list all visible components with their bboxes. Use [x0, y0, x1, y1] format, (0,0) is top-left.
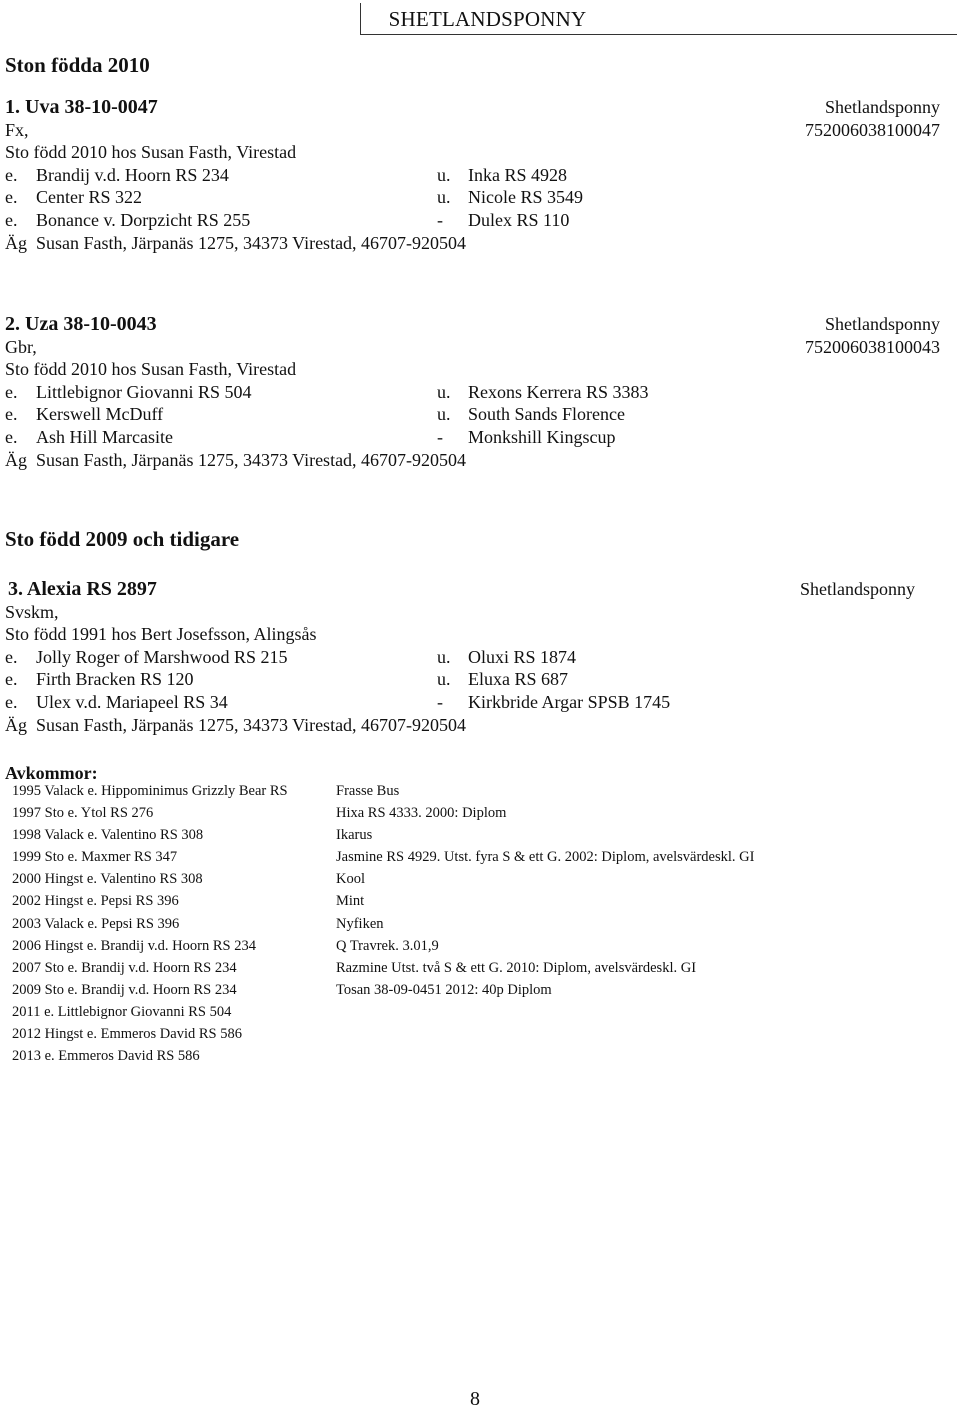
owner-prefix: Äg: [5, 232, 27, 253]
offspring-name: Razmine Utst. två S & ett G. 2010: Diplom, avelsvärdeskl. GI: [336, 959, 697, 976]
horse-name: 3. Alexia RS 2897: [8, 578, 157, 600]
section-title-2010: Ston födda 2010: [5, 53, 150, 77]
offspring-parentage: 2000 Hingst e. Valentino RS 308: [12, 871, 203, 888]
horse-name: 2. Uza 38-10-0043: [5, 313, 157, 335]
pedigree-prefix: u.: [437, 187, 451, 208]
offspring-parentage: 2013 e. Emmeros David RS 586: [12, 1048, 200, 1065]
offspring-parentage: 2006 Hingst e. Brandij v.d. Hoorn RS 234: [12, 937, 256, 954]
pedigree-prefix: u.: [437, 164, 451, 185]
horse-entry-alexia: [5, 578, 915, 736]
pedigree-prefix: e.: [5, 669, 18, 690]
owner-prefix: Äg: [5, 449, 27, 470]
pedigree-prefix: e.: [5, 646, 18, 667]
horse-entry-uva: [5, 96, 940, 254]
offspring-parentage: 2012 Hingst e. Emmeros David RS 586: [12, 1026, 242, 1043]
owner-prefix: Äg: [5, 714, 27, 735]
page-header-title: SHETLANDSPONNY: [388, 7, 587, 31]
offspring-name: Nyfiken: [336, 915, 384, 932]
offspring-parentage: 2003 Valack e. Pepsi RS 396: [12, 915, 180, 932]
offspring-parentage: 1997 Sto e. Ytol RS 276: [12, 805, 154, 822]
offspring-name: Frasse Bus: [336, 783, 400, 799]
offspring-row: [12, 780, 912, 802]
offspring-row: [12, 913, 912, 935]
pedigree-prefix: e.: [5, 164, 18, 185]
pedigree-prefix: u.: [437, 404, 451, 425]
offspring-row: [12, 846, 912, 868]
pedigree-prefix: e.: [5, 187, 18, 208]
pedigree-dam: Inka RS 4928: [468, 164, 567, 185]
pedigree-prefix: e.: [5, 691, 18, 712]
pedigree-prefix: e.: [5, 426, 18, 447]
pedigree-dam: Kirkbride Argar SPSB 1745: [468, 691, 671, 712]
pedigree-prefix: -: [437, 209, 443, 230]
pedigree-prefix: e.: [5, 209, 18, 230]
offspring-parentage: 1998 Valack e. Valentino RS 308: [12, 827, 204, 844]
offspring-row: [12, 935, 912, 957]
offspring-parentage: 2009 Sto e. Brandij v.d. Hoorn RS 234: [12, 981, 237, 998]
offspring-title: Avkommor:: [5, 763, 98, 783]
offspring-row: [12, 802, 912, 824]
offspring-parentage: 1995 Valack e. Hippominimus Grizzly Bear RS: [12, 783, 288, 799]
offspring-name: Kool: [336, 871, 365, 888]
section-title-2009: Sto född 2009 och tidigare: [5, 527, 240, 551]
offspring-list: [12, 780, 912, 1067]
pedigree-prefix: e.: [5, 404, 18, 425]
offspring-parentage: 2011 e. Littlebignor Giovanni RS 504: [12, 1003, 232, 1020]
horse-name: 1. Uva 38-10-0047: [5, 96, 158, 118]
horse-color: Svskm,: [5, 601, 59, 622]
pedigree-prefix: u.: [437, 669, 451, 690]
offspring-row: [12, 890, 912, 912]
offspring-name: Q Travrek. 3.01,9: [336, 937, 439, 954]
pedigree-dam: Eluxa RS 687: [468, 669, 569, 690]
offspring-row: [12, 1001, 912, 1023]
pedigree-sire: Jolly Roger of Marshwood RS 215: [36, 646, 288, 667]
offspring-row: [12, 868, 912, 890]
pedigree-dam: South Sands Florence: [468, 404, 625, 425]
horse-id-number: 752006038100043: [805, 336, 940, 357]
pedigree-dam: Nicole RS 3549: [468, 187, 583, 208]
pedigree-dam: Dulex RS 110: [468, 209, 570, 230]
pedigree-dam: Rexons Kerrera RS 3383: [468, 381, 649, 402]
pedigree-sire: Kerswell McDuff: [36, 404, 164, 425]
pedigree-sire: Ulex v.d. Mariapeel RS 34: [36, 691, 228, 712]
horse-born: Sto född 1991 hos Bert Josefsson, Alingsås: [5, 624, 317, 645]
horse-id-number: 752006038100047: [805, 119, 940, 140]
horse-breed: Shetlandsponny: [825, 314, 940, 334]
horse-color: Gbr,: [5, 336, 37, 357]
pedigree-row: [5, 381, 940, 404]
offspring-parentage: 1999 Sto e. Maxmer RS 347: [12, 849, 178, 866]
offspring-name: Jasmine RS 4929. Utst. fyra S & ett G. 2002: Diplom, avelsvärdeskl. GI: [336, 849, 755, 866]
offspring-parentage: 2007 Sto e. Brandij v.d. Hoorn RS 234: [12, 959, 237, 976]
header-rule: [360, 34, 957, 35]
horse-breed: Shetlandsponny: [825, 97, 940, 117]
offspring-row: [12, 824, 912, 846]
pedigree-row: [5, 646, 915, 669]
offspring-name: Mint: [336, 893, 365, 910]
owner-info: Susan Fasth, Järpanäs 1275, 34373 Virestad, 46707-920504: [36, 232, 467, 253]
offspring-parentage: 2002 Hingst e. Pepsi RS 396: [12, 893, 179, 910]
pedigree-row: [5, 209, 940, 232]
pedigree-row: [5, 668, 915, 691]
pedigree-sire: Bonance v. Dorpzicht RS 255: [36, 209, 251, 230]
horse-entry-uza: [5, 313, 940, 471]
pedigree-row: [5, 403, 940, 426]
pedigree-prefix: -: [437, 426, 443, 447]
horse-breed: Shetlandsponny: [800, 579, 915, 599]
pedigree-dam: Monkshill Kingscup: [468, 426, 616, 447]
pedigree-row: [5, 164, 940, 187]
pedigree-row: [5, 186, 940, 209]
pedigree-dam: Oluxi RS 1874: [468, 646, 577, 667]
offspring-row: [12, 979, 912, 1001]
horse-color: Fx,: [5, 119, 29, 140]
pedigree-prefix: e.: [5, 381, 18, 402]
offspring-row: [12, 1023, 912, 1045]
horse-born: Sto född 2010 hos Susan Fasth, Virestad: [5, 359, 297, 380]
pedigree-prefix: u.: [437, 646, 451, 667]
offspring-name: Hixa RS 4333. 2000: Diplom: [336, 805, 507, 822]
pedigree-row: [5, 426, 940, 449]
owner-info: Susan Fasth, Järpanäs 1275, 34373 Virestad, 46707-920504: [36, 449, 467, 470]
pedigree-sire: Ash Hill Marcasite: [36, 426, 173, 447]
pedigree-sire: Littlebignor Giovanni RS 504: [36, 381, 252, 402]
offspring-row: [12, 1045, 912, 1067]
owner-info: Susan Fasth, Järpanäs 1275, 34373 Virestad, 46707-920504: [36, 714, 467, 735]
offspring-name: Ikarus: [336, 827, 373, 844]
offspring-row: [12, 957, 912, 979]
page-number: 8: [470, 1388, 480, 1410]
pedigree-sire: Center RS 322: [36, 187, 142, 208]
pedigree-sire: Firth Bracken RS 120: [36, 669, 194, 690]
pedigree-sire: Brandij v.d. Hoorn RS 234: [36, 164, 229, 185]
horse-born: Sto född 2010 hos Susan Fasth, Virestad: [5, 142, 297, 163]
pedigree-prefix: u.: [437, 381, 451, 402]
pedigree-row: [5, 691, 915, 714]
offspring-name: Tosan 38-09-0451 2012: 40p Diplom: [336, 981, 552, 998]
pedigree-prefix: -: [437, 691, 443, 712]
